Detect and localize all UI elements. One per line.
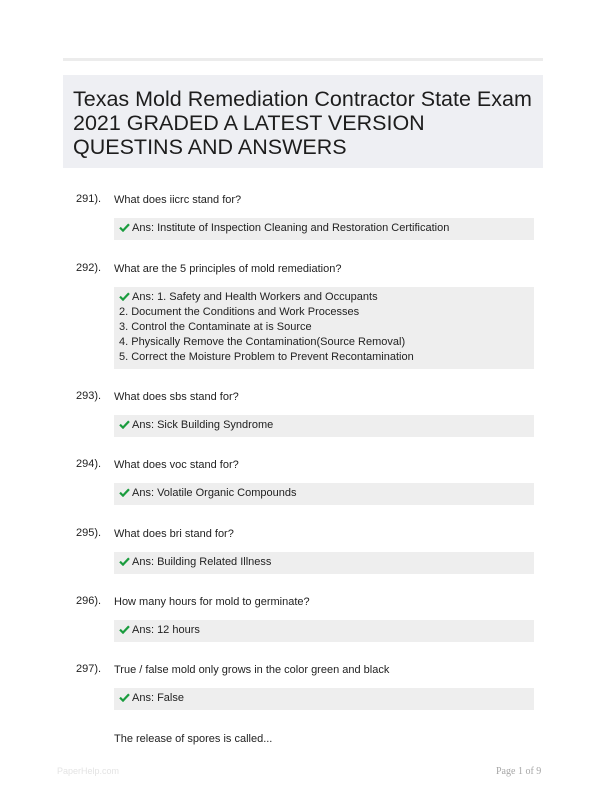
question-text: How many hours for mold to germinate? bbox=[114, 596, 310, 608]
question-number: 292). bbox=[76, 262, 102, 274]
checkmark-icon bbox=[119, 223, 130, 232]
answer-text: Ans: Volatile Organic Compounds bbox=[132, 487, 297, 499]
answer-box bbox=[114, 483, 534, 505]
answer-text: 3. Control the Contaminate at is Source bbox=[119, 321, 312, 333]
answer-text: 5. Correct the Moisture Problem to Prevent Recontamination bbox=[119, 351, 414, 363]
answer-box bbox=[114, 552, 534, 574]
checkmark-icon bbox=[119, 292, 130, 301]
question-number: 295). bbox=[76, 527, 102, 539]
answer-text: Ans: 12 hours bbox=[132, 624, 200, 636]
answer-box bbox=[114, 415, 534, 437]
question-text: What does sbs stand for? bbox=[114, 391, 239, 403]
answer-text: Ans: False bbox=[132, 692, 184, 704]
answer-box bbox=[114, 620, 534, 642]
document-title: Texas Mold Remediation Contractor State Exam 2021 GRADED A LATEST VERSION QUESTINS AND ANSWERS bbox=[73, 87, 532, 159]
question-number: 296). bbox=[76, 595, 102, 607]
answer-text: Ans: Institute of Inspection Cleaning and Restoration Certification bbox=[132, 222, 450, 234]
checkmark-icon bbox=[119, 693, 130, 702]
answer-text: 4. Physically Remove the Contamination(Source Removal) bbox=[119, 336, 406, 348]
answer-box bbox=[114, 287, 534, 369]
question-text: What does bri stand for? bbox=[114, 528, 234, 540]
answer-text: Ans: Sick Building Syndrome bbox=[132, 419, 274, 431]
page-number: Page 1 of 9 bbox=[496, 766, 542, 777]
title-banner bbox=[63, 75, 543, 168]
question-text: What does voc stand for? bbox=[114, 459, 239, 471]
checkmark-icon bbox=[119, 625, 130, 634]
answer-text: Ans: Building Related Illness bbox=[132, 556, 272, 568]
top-divider bbox=[63, 58, 543, 61]
checkmark-icon bbox=[119, 557, 130, 566]
checkmark-icon bbox=[119, 488, 130, 497]
answer-box bbox=[114, 218, 534, 240]
answer-text: 2. Document the Conditions and Work Processes bbox=[119, 306, 360, 318]
question-text: What are the 5 principles of mold remediation? bbox=[114, 263, 342, 275]
question-text: True / false mold only grows in the color green and black bbox=[114, 664, 390, 676]
footer-watermark: PaperHelp.com bbox=[57, 766, 120, 776]
question-number: 297). bbox=[76, 663, 102, 675]
question-number: 294). bbox=[76, 458, 102, 470]
question-text: The release of spores is called... bbox=[114, 733, 273, 745]
question-number: 291). bbox=[76, 193, 102, 205]
question-text: What does iicrc stand for? bbox=[114, 194, 242, 206]
answer-text: Ans: 1. Safety and Health Workers and Occupants bbox=[132, 291, 378, 303]
question-number: 293). bbox=[76, 390, 102, 402]
answer-box bbox=[114, 688, 534, 710]
checkmark-icon bbox=[119, 420, 130, 429]
